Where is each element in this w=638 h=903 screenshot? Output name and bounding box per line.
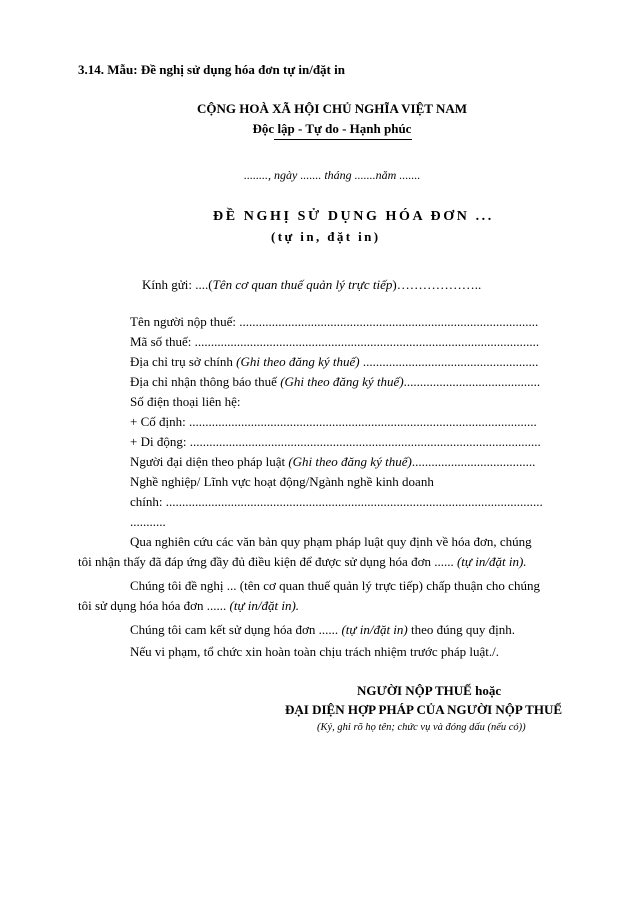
signature-title-1: NGƯỜI NỘP THUẾ hoặc <box>357 683 502 698</box>
notice-address-field <box>130 374 540 390</box>
signature-instruction: (Ký, ghi rõ họ tên; chức vụ và đóng dấu (nếu có)) <box>317 722 526 733</box>
signature-title-2: ĐẠI DIỆN HỢP PHÁP CỦA NGƯỜI NỘP THUẾ <box>285 702 562 717</box>
phone-label: Số điện thoại liên hệ: <box>130 394 241 409</box>
notice-address-label: Địa chỉ nhận thông báo thuế <box>130 374 281 389</box>
country-name: CỘNG HOÀ XÃ HỘI CHỦ NGHĨA VIỆT NAM <box>196 101 468 116</box>
paragraph-3-suffix: theo đúng quy định. <box>407 622 515 637</box>
paragraph-1-line-1: Qua nghiên cứu các văn bản quy phạm pháp luật quy định về hóa đơn, chúng <box>130 534 532 549</box>
paragraph-2-note: (tự in/đặt in). <box>229 598 300 613</box>
occupation-label: Nghề nghiệp/ Lĩnh vực hoạt động/Ngành nghề kinh doanh <box>130 474 434 489</box>
paragraph-3-note: (tự in/đặt in) <box>341 622 408 637</box>
section-title: 3.14. Mẫu: Đề nghị sử dụng hóa đơn tự in/đặt in <box>78 62 345 77</box>
recipient-paren-close: ) <box>392 277 397 292</box>
paragraph-1-text: tôi nhận thấy đã đáp ứng đầy đủ điều kiện để được sử dụng hóa đơn ...... <box>78 554 457 569</box>
notice-address-dots: .......................................... <box>403 374 541 389</box>
paragraph-3-text: Chúng tôi cam kết sử dụng hóa đơn ...... <box>130 622 342 637</box>
tax-code-field: Mã số thuế: .......................................................................................................... <box>130 334 540 349</box>
legal-rep-label: Người đại diện theo pháp luật <box>130 454 289 469</box>
head-office-dots: ...................................................... <box>359 354 539 369</box>
paragraph-2-text: tôi sử dụng hóa hóa đơn ...... <box>78 598 230 613</box>
recipient-dots: ……………….. <box>396 277 482 292</box>
mobile-field: + Di động: ............................................................................................................ <box>130 434 541 449</box>
main-business-field: chính: .................................................................................................................... <box>130 494 543 509</box>
recipient-paren-open: ( <box>208 277 213 292</box>
date-line: ........, ngày ....... tháng .......năm ....... <box>244 168 421 182</box>
paragraph-2-line-1: Chúng tôi đề nghị ... (tên cơ quan thuế quản lý trực tiếp) chấp thuận cho chúng <box>130 578 540 593</box>
paragraph-3 <box>130 622 515 638</box>
recipient-agency: Tên cơ quan thuế quản lý trực tiếp <box>212 277 393 292</box>
motto-underline <box>274 139 412 140</box>
form-subtitle: (tự in, đặt in) <box>271 229 381 244</box>
paragraph-1-line-2 <box>78 554 527 570</box>
legal-rep-note: (Ghi theo đăng ký thuế) <box>288 454 412 469</box>
national-motto: Độc lập - Tự do - Hạnh phúc <box>252 121 412 136</box>
recipient-line <box>142 277 481 293</box>
head-office-label: Địa chỉ trụ sở chính <box>130 354 237 369</box>
paragraph-2-line-2 <box>78 598 299 614</box>
legal-rep-field <box>130 454 535 470</box>
main-business-continuation: ........... <box>130 514 166 529</box>
recipient-prefix: Kính gửi: .... <box>142 277 209 292</box>
form-title: ĐỀ NGHỊ SỬ DỤNG HÓA ĐƠN ... <box>213 209 494 224</box>
landline-field: + Cố định: ........................................................................................................... <box>130 414 537 429</box>
head-office-note: (Ghi theo đăng ký thuế) <box>236 354 360 369</box>
notice-address-note: (Ghi theo đăng ký thuế) <box>280 374 404 389</box>
paragraph-1-note: (tự in/đặt in). <box>456 554 527 569</box>
legal-rep-dots: ...................................... <box>411 454 536 469</box>
head-office-field <box>130 354 538 370</box>
taxpayer-name-field: Tên người nộp thuế: ............................................................................................ <box>130 314 539 329</box>
paragraph-4: Nếu vi phạm, tổ chức xin hoàn toàn chịu trách nhiệm trước pháp luật./. <box>130 644 499 659</box>
